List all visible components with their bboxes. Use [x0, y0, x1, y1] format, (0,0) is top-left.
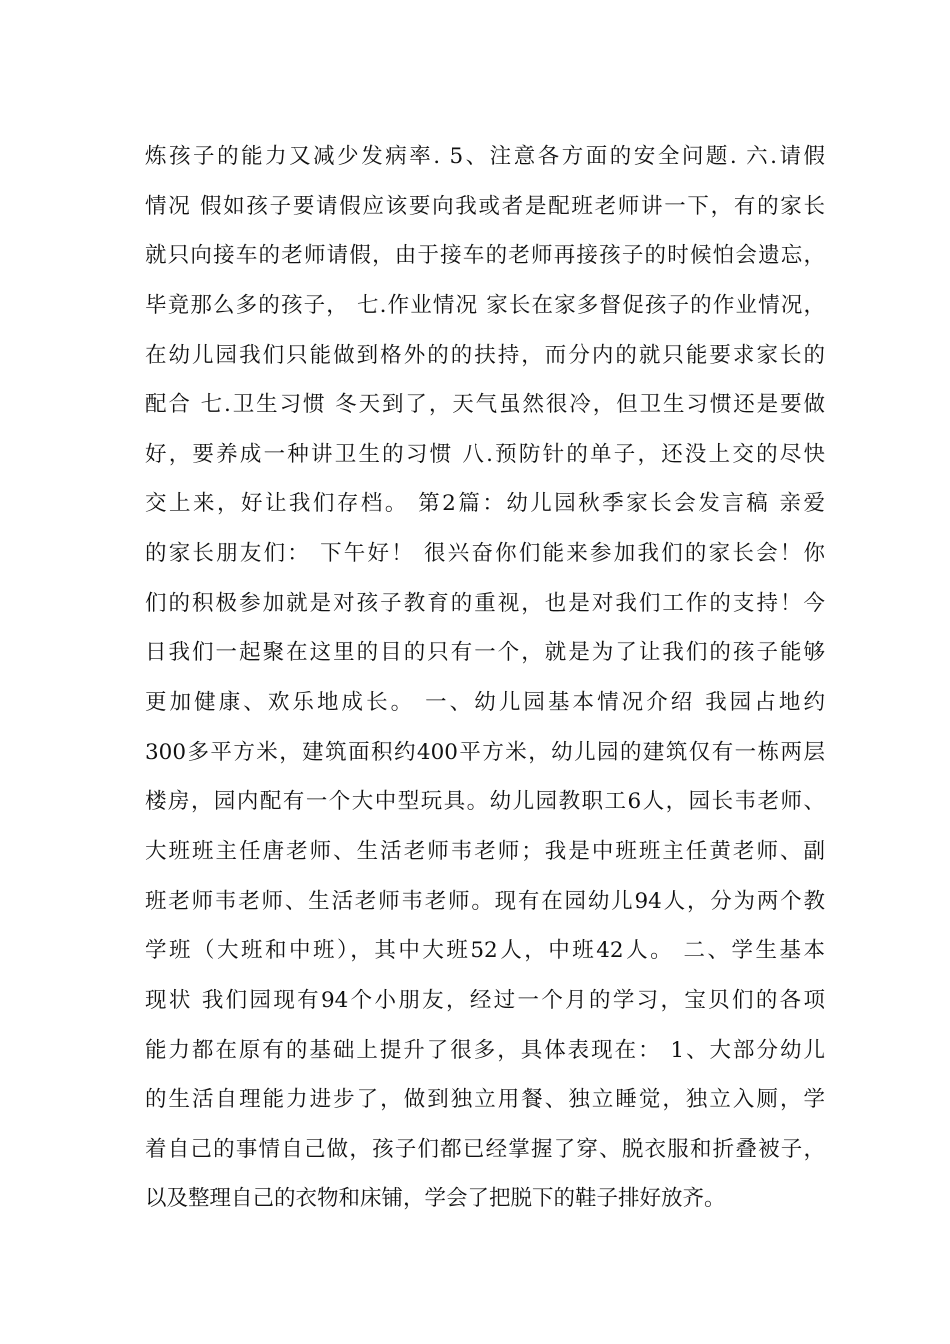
text-line: 毕竟那么多的孩子， 七.作业情况 家长在家多督促孩子的作业情况， [145, 292, 825, 318]
text-line: 在幼儿园我们只能做到格外的的扶持，而分内的就只能要求家长的 [145, 342, 825, 368]
text-line: 的生活自理能力进步了，做到独立用餐、独立睡觉，独立入厕，学 [145, 1087, 825, 1113]
text-line: 现状 我们园现有94个小朋友，经过一个月的学习，宝贝们的各项 [145, 987, 825, 1013]
text-line: 着自己的事情自己做，孩子们都已经掌握了穿、脱衣服和折叠被子， [145, 1136, 825, 1162]
text-line: 就只向接车的老师请假，由于接车的老师再接孩子的时候怕会遗忘， [145, 243, 825, 269]
text-line: 能力都在原有的基础上提升了很多，具体表现在： 1、大部分幼儿 [145, 1037, 825, 1063]
text-line: 更加健康、欢乐地成长。 一、幼儿园基本情况介绍 我园占地约 [145, 690, 825, 716]
text-line: 交上来，好让我们存档。 第2篇：幼儿园秋季家长会发言稿 亲爱 [145, 491, 825, 517]
text-line: 配合 七.卫生习惯 冬天到了，天气虽然很冷，但卫生习惯还是要做 [145, 392, 825, 418]
text-line: 班老师韦老师、生活老师韦老师。现有在园幼儿94人，分为两个教 [145, 888, 825, 914]
text-line: 日我们一起聚在这里的目的只有一个，就是为了让我们的孩子能够 [145, 640, 825, 666]
text-line: 楼房，园内配有一个大中型玩具。幼儿园教职工6人，园长韦老师、 [145, 789, 825, 815]
text-line: 们的积极参加就是对孩子教育的重视，也是对我们工作的支持！今 [145, 590, 825, 616]
text-line: 大班班主任唐老师、生活老师韦老师；我是中班班主任黄老师、副 [145, 838, 825, 864]
text-line: 好，要养成一种讲卫生的习惯 八.预防针的单子，还没上交的尽快 [145, 441, 825, 467]
text-line: 炼孩子的能力又减少发病率. 5、注意各方面的安全问题. 六.请假 [145, 144, 825, 169]
text-line: 的家长朋友们： 下午好！ 很兴奋你们能来参加我们的家长会！你 [145, 541, 825, 567]
text-line: 以及整理自己的衣物和床铺，学会了把脱下的鞋子排好放齐。 [145, 1186, 726, 1212]
text-line: 300多平方米，建筑面积约400平方米，幼儿园的建筑仅有一栋两层 [145, 739, 825, 765]
text-line: 学班（大班和中班），其中大班52人，中班42人。 二、学生基本 [145, 938, 825, 964]
text-line: 情况 假如孩子要请假应该要向我或者是配班老师讲一下，有的家长 [145, 193, 825, 219]
document-body-text [145, 132, 825, 1224]
